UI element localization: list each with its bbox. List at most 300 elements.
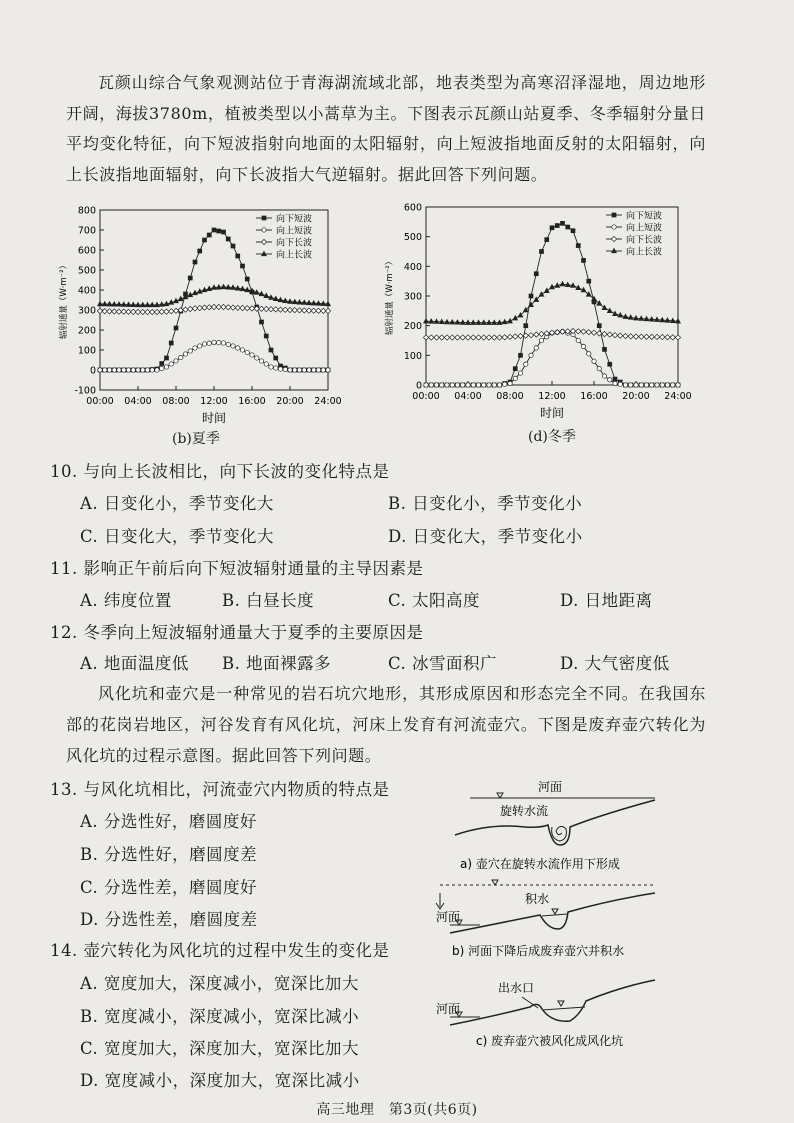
winter-series-point [508, 381, 512, 385]
summer-series-point [193, 346, 197, 350]
winter-series-point [529, 294, 533, 298]
summer-series-line [100, 342, 328, 370]
summer-series-point [169, 341, 173, 345]
winter-series-point [444, 335, 449, 340]
winter-series-point [471, 335, 476, 340]
winter-series-point [445, 383, 449, 387]
q13-option-a[interactable]: A. 分选性好，磨圆度好 [80, 812, 257, 831]
q11-option-a[interactable]: A. 纬度位置 [80, 591, 172, 610]
q14-option-c[interactable]: C. 宽度加大，深度加大，宽深比加大 [80, 1039, 360, 1058]
winter-x-tick-label: 08:00 [496, 391, 524, 402]
panel-b-riverbed [450, 893, 655, 933]
winter-series-point [581, 329, 586, 334]
summer-series-point [179, 355, 183, 359]
summer-series-point [188, 306, 193, 311]
winter-series-point [602, 374, 606, 378]
winter-series-point [571, 229, 575, 233]
summer-series-point [160, 362, 164, 366]
summer-series-point [217, 229, 221, 233]
winter-series-point [482, 383, 486, 387]
summer-series-point [264, 306, 269, 311]
question-10: 10. 与向上长波相比，向下长波的变化特点是 [50, 462, 390, 481]
winter-series-point [660, 334, 665, 339]
summer-series-point [154, 309, 159, 314]
q10-option-b[interactable]: B. 日变化小，季节变化小 [388, 494, 583, 513]
winter-series-point [603, 347, 607, 351]
winter-series-point [644, 334, 649, 339]
winter-series-point [582, 258, 586, 262]
q13-option-c[interactable]: C. 分选性差，磨圆度好 [80, 878, 258, 897]
winter-series-point [650, 383, 654, 387]
summer-legend-marker [261, 239, 266, 244]
winter-series-point [455, 383, 459, 387]
summer-series-point [192, 306, 197, 311]
winter-series-point [608, 362, 612, 366]
winter-series-point [466, 383, 470, 387]
winter-series-point [597, 366, 601, 370]
winter-chart-caption: (d)冬季 [528, 429, 576, 445]
winter-series-point [518, 333, 523, 338]
winter-series-point [518, 371, 522, 375]
panel-a-vortex [552, 826, 567, 841]
winter-x-tick-label: 12:00 [538, 391, 566, 402]
summer-series-point [207, 233, 211, 237]
weathering-paragraph: 风化坑和壶穴是一种常见的岩石坑穴地形，其形成原因和形态完全不同。在我国东部的花岗岩地区，河谷发育有风化坑，河床上发育有河流壶穴。下图是废弃壶穴转化为风化坑的过程示意图。据此回答下列问题。 [66, 684, 706, 765]
summer-series-point [240, 305, 245, 310]
winter-series-point [487, 383, 491, 387]
summer-series-point [150, 368, 154, 372]
summer-series-point [207, 305, 212, 310]
q10-option-c[interactable]: C. 日变化大，季节变化大 [80, 527, 275, 546]
summer-series-point [245, 277, 249, 281]
summer-series-point [126, 368, 130, 372]
summer-series-point [160, 366, 164, 370]
winter-plot-frame [426, 207, 678, 385]
winter-series-point [644, 383, 648, 387]
winter-y-tick-label: 300 [403, 291, 422, 303]
winter-series-point [613, 311, 618, 315]
winter-y-tick-label: 400 [403, 261, 422, 273]
summer-legend-marker [262, 216, 266, 220]
summer-series-point [173, 308, 178, 313]
q10-option-a[interactable]: A. 日变化小，季节变化大 [80, 494, 274, 513]
summer-series-point [103, 368, 107, 372]
summer-series-point [98, 368, 102, 372]
q11-option-c[interactable]: C. 太阳高度 [388, 591, 481, 610]
winter-series-point [576, 244, 580, 248]
q13-option-d[interactable]: D. 分选性差，磨圆度差 [80, 910, 258, 929]
intro-paragraph: 瓦颜山综合气象观测站位于青海湖流域北部，地表类型为高寒沼泽湿地，周边地形开阔，海拔3780m，植被类型以小蒿草为主。下图表示瓦颜山站夏季、冬季辐射分量日平均变化特征，向下短波指射向地面的太阳辐射，向上短波指地面反射的太阳辐射，向上长波指地面辐射，向下长波指大气逆辐射。据此回答下列问题。 [66, 73, 706, 184]
winter-series-point [486, 335, 491, 340]
winter-series-point [450, 383, 454, 387]
winter-legend-label: 向下长波 [626, 235, 663, 246]
summer-y-tick-label: 500 [77, 265, 96, 277]
winter-series-point [440, 383, 444, 387]
q10-option-d[interactable]: D. 日变化大，季节变化小 [388, 527, 583, 546]
pothole-diagram [430, 775, 670, 1060]
summer-series-point [165, 356, 169, 360]
winter-series-point [654, 334, 659, 339]
q12-option-b[interactable]: B. 地面裸露多 [222, 654, 332, 673]
summer-series-point [226, 237, 230, 241]
winter-series-point [581, 344, 585, 348]
summer-series-point [122, 368, 126, 372]
summer-series-point [174, 326, 178, 330]
q13-option-b[interactable]: B. 分选性好，磨圆度差 [80, 845, 258, 864]
summer-series-point [159, 309, 164, 314]
summer-series-point [221, 284, 226, 288]
winter-series-point [450, 335, 455, 340]
summer-series-point [249, 306, 254, 311]
summer-y-tick-label: 200 [77, 325, 96, 337]
summer-series-point [235, 305, 240, 310]
summer-y-tick-label: 0 [89, 365, 96, 377]
panel-c [436, 980, 655, 1048]
summer-series-point [174, 359, 178, 363]
winter-series-point [576, 338, 580, 342]
summer-legend-label: 向上短波 [276, 226, 313, 237]
winter-series-point [544, 288, 549, 292]
summer-series-point [269, 365, 273, 369]
winter-series-point [434, 383, 438, 387]
summer-y-tick-label: -100 [74, 385, 96, 397]
question-12: 12. 冬季向上短波辐射通量大于夏季的主要原因是 [50, 623, 424, 642]
winter-x-tick-label: 24:00 [664, 391, 692, 402]
summer-y-tick-label: 600 [77, 245, 96, 257]
q12-option-d[interactable]: D. 大气密度低 [560, 654, 670, 673]
panel-c-outlet-label: 出水口 [498, 981, 535, 995]
winter-series-point [618, 333, 623, 338]
winter-y-tick-label: 600 [403, 202, 422, 214]
winter-series-point [539, 331, 544, 336]
summer-series-point [107, 368, 111, 372]
panel-a-flow-label: 旋转水流 [500, 804, 549, 818]
winter-series-point [507, 334, 512, 339]
winter-series-point [576, 329, 581, 334]
panel-a-water-marker [497, 793, 503, 798]
winter-y-tick-label: 200 [403, 321, 422, 333]
winter-series-point [587, 279, 591, 283]
winter-y-tick-label: 0 [415, 380, 422, 392]
winter-series-point [476, 335, 481, 340]
summer-series-point [141, 368, 145, 372]
winter-series-point [534, 272, 538, 276]
winter-series-point [497, 335, 502, 340]
summer-series-point [288, 368, 292, 372]
winter-series-point [613, 381, 617, 385]
summer-series-point [236, 346, 240, 350]
summer-series-point [193, 260, 197, 264]
winter-legend-label: 向上短波 [626, 223, 663, 234]
winter-chart [385, 197, 692, 452]
summer-series-point [117, 368, 121, 372]
question-14: 14. 壶穴转化为风化坑的过程中发生的变化是 [50, 941, 390, 960]
winter-series-point [524, 362, 528, 366]
summer-series-point [169, 362, 173, 366]
winter-series-point [629, 383, 633, 387]
summer-series-point [278, 307, 283, 312]
panel-a [455, 780, 655, 871]
winter-series-point [628, 334, 633, 339]
summer-series-point [255, 356, 259, 360]
winter-series-point [550, 226, 554, 230]
winter-series-point [633, 334, 638, 339]
winter-series-point [476, 383, 480, 387]
panel-b-pool-surface [542, 914, 567, 916]
winter-series-point [602, 331, 607, 336]
winter-series-point [587, 352, 591, 356]
summer-series-point [221, 304, 226, 309]
panel-c-river-label: 河面 [436, 1002, 461, 1016]
winter-series-point [623, 333, 628, 338]
panel-b [436, 880, 655, 958]
summer-series-point [183, 307, 188, 312]
summer-series-point [203, 238, 207, 242]
winter-series-point [675, 335, 680, 340]
winter-series-point [649, 334, 654, 339]
summer-series-point [241, 264, 245, 268]
summer-series-point [268, 307, 273, 312]
winter-legend-label: 向上长波 [626, 247, 663, 258]
winter-y-axis-label: 辐射通量（W·m⁻²） [385, 256, 395, 336]
winter-series-point [455, 335, 460, 340]
summer-series-point [202, 342, 206, 346]
summer-series-point [259, 359, 263, 363]
winter-legend-marker [611, 236, 616, 241]
winter-series-point [607, 308, 612, 312]
winter-series-point [492, 383, 496, 387]
q14-option-d[interactable]: D. 宽度减小，深度加大，宽深比减小 [80, 1071, 360, 1090]
question-11: 11. 影响正午前后向下短波辐射通量的主导因素是 [50, 559, 424, 578]
q11-option-b[interactable]: B. 白昼长度 [222, 591, 315, 610]
winter-series-point [534, 332, 539, 337]
summer-series-point [274, 356, 278, 360]
summer-series-point [293, 368, 297, 372]
winter-series-point [534, 346, 538, 350]
summer-series-point [250, 353, 254, 357]
summer-series-point [145, 368, 149, 372]
winter-series-point [592, 359, 596, 363]
summer-series-point [245, 306, 250, 311]
q14-option-b[interactable]: B. 宽度减小，深度减小，宽深比减小 [80, 1007, 360, 1026]
panel-c-pool-marker [558, 1001, 564, 1006]
summer-series-point [231, 344, 235, 348]
summer-series-point [269, 348, 273, 352]
winter-series-point [608, 378, 612, 382]
winter-series-point [561, 221, 565, 225]
summer-series-point [274, 366, 278, 370]
winter-series-point [623, 383, 627, 387]
panel-b-river-label: 河面 [436, 910, 461, 924]
summer-series-point [325, 308, 330, 313]
winter-series-point [502, 335, 507, 340]
winter-series-point [461, 383, 465, 387]
winter-legend-label: 向下短波 [626, 211, 663, 222]
summer-series-point [136, 368, 140, 372]
panel-b-water-label: 积水 [525, 892, 550, 906]
winter-x-tick-label: 16:00 [580, 391, 608, 402]
page-footer: 高三地理 第3页(共6页) [316, 1102, 478, 1118]
summer-series-point [240, 348, 244, 352]
winter-y-tick-label: 500 [403, 232, 422, 244]
winter-series-line [426, 332, 678, 385]
winter-legend-marker [612, 225, 616, 229]
summer-series-point [221, 341, 225, 345]
winter-series-point [665, 335, 670, 340]
summer-series-point [260, 320, 264, 324]
panel-b-caption: b) 河面下降后成废弃壶穴并积水 [452, 944, 625, 958]
summer-series-point [231, 244, 235, 248]
winter-series-point [460, 335, 465, 340]
winter-series-point [639, 334, 644, 339]
panel-b-pool-marker [552, 909, 558, 914]
summer-series-point [297, 368, 301, 372]
summer-y-tick-label: 800 [77, 205, 96, 217]
winter-series-point [566, 225, 570, 229]
winter-series-point [519, 353, 523, 357]
winter-series-point [670, 335, 675, 340]
winter-series-point [513, 316, 518, 320]
q12-option-a[interactable]: A. 地面温度低 [80, 654, 189, 673]
winter-series-point [429, 335, 434, 340]
summer-series-point [155, 368, 159, 372]
winter-series-point [497, 383, 501, 387]
winter-series-point [540, 250, 544, 254]
summer-y-tick-label: 400 [77, 285, 96, 297]
summer-series-point [316, 368, 320, 372]
summer-x-tick-label: 08:00 [162, 396, 190, 407]
summer-series-point [278, 367, 282, 371]
winter-series-point [591, 330, 596, 335]
winter-series-point [434, 335, 439, 340]
summer-series-point [197, 305, 202, 310]
summer-plot-frame [100, 210, 328, 390]
summer-series-point [212, 228, 216, 232]
winter-series-point [586, 330, 591, 335]
q14-option-a[interactable]: A. 宽度加大，深度减小，宽深比加大 [80, 974, 359, 993]
summer-series-point [312, 368, 316, 372]
summer-series-point [226, 305, 231, 310]
q12-option-c[interactable]: C. 冰雪面积广 [388, 654, 498, 673]
summer-chart-caption: (b)夏季 [172, 431, 220, 447]
winter-series-point [560, 282, 565, 286]
winter-x-axis-label: 时间 [539, 406, 565, 420]
summer-series-point [198, 344, 202, 348]
winter-legend-marker [612, 213, 616, 217]
panel-c-pool-surface [542, 1007, 585, 1010]
summer-series-point [283, 367, 287, 371]
summer-series-point [183, 352, 187, 356]
summer-series-point [321, 368, 325, 372]
winter-series-point [481, 335, 486, 340]
summer-series-point [264, 334, 268, 338]
winter-x-tick-label: 04:00 [454, 391, 482, 402]
summer-x-tick-label: 00:00 [86, 396, 114, 407]
summer-series-point [188, 276, 192, 280]
winter-series-point [471, 383, 475, 387]
summer-y-tick-label: 700 [77, 225, 96, 237]
summer-x-tick-label: 20:00 [276, 396, 304, 407]
winter-series-point [524, 324, 528, 328]
winter-series-point [618, 382, 622, 386]
summer-series-point [212, 340, 216, 344]
summer-y-tick-label: 300 [77, 305, 96, 317]
summer-legend-marker [262, 228, 266, 232]
winter-y-tick-label: 100 [403, 350, 422, 362]
panel-c-caption: c) 废弃壶穴被风化成风化坑 [476, 1034, 624, 1048]
summer-series-point [302, 368, 306, 372]
summer-series-point [131, 368, 135, 372]
winter-series-point [613, 377, 617, 381]
winter-series-point [465, 335, 470, 340]
winter-series-point [660, 383, 664, 387]
summer-series-point [307, 368, 311, 372]
winter-series-line [426, 284, 678, 323]
summer-series-point [230, 305, 235, 310]
summer-series-point [207, 341, 211, 345]
summer-x-tick-label: 16:00 [238, 396, 266, 407]
summer-legend-label: 向上长波 [276, 250, 313, 261]
summer-series-point [169, 309, 174, 314]
winter-x-tick-label: 20:00 [622, 391, 650, 402]
panel-a-river-label: 河面 [538, 780, 563, 794]
summer-series-point [164, 365, 168, 369]
summer-series-point [226, 342, 230, 346]
panel-a-caption: a) 壶穴在旋转水流作用下形成 [460, 857, 620, 871]
summer-y-axis-label: 辐射通量（W·m⁻²） [59, 260, 69, 340]
summer-series-point [273, 307, 278, 312]
summer-series-point [245, 350, 249, 354]
summer-series-point [202, 305, 207, 310]
winter-x-tick-label: 00:00 [412, 391, 440, 402]
winter-series-point [439, 335, 444, 340]
winter-series-point [508, 319, 513, 323]
winter-series-point [597, 324, 601, 328]
summer-series-point [198, 249, 202, 253]
winter-series-point [539, 338, 543, 342]
winter-series-point [676, 383, 680, 387]
winter-series-point [424, 383, 428, 387]
q11-option-d[interactable]: D. 日地距离 [560, 591, 653, 610]
winter-series-point [513, 334, 518, 339]
summer-series-point [164, 309, 169, 314]
summer-y-tick-label: 100 [77, 345, 96, 357]
summer-series-point [222, 230, 226, 234]
winter-series-point [424, 319, 429, 323]
panel-c-riverbed [450, 980, 655, 1025]
summer-x-tick-label: 04:00 [124, 396, 152, 407]
summer-series-point [188, 349, 192, 353]
winter-series-point [528, 333, 533, 338]
summer-series-point [217, 341, 221, 345]
winter-series-point [634, 383, 638, 387]
winter-series-point [539, 292, 544, 296]
winter-series-point [492, 335, 497, 340]
winter-series-point [429, 383, 433, 387]
summer-series-point [236, 254, 240, 258]
summer-x-tick-label: 24:00 [314, 396, 342, 407]
summer-series-point [112, 368, 116, 372]
winter-series-point [607, 332, 612, 337]
summer-legend-label: 向下短波 [276, 214, 313, 225]
winter-series-point [655, 383, 659, 387]
winter-series-point [513, 367, 517, 371]
question-13: 13. 与风化坑相比，河流壶穴内物质的特点是 [50, 780, 390, 799]
winter-series-point [513, 376, 517, 380]
winter-series-point [671, 383, 675, 387]
summer-chart [52, 200, 342, 455]
summer-series-point [259, 306, 264, 311]
